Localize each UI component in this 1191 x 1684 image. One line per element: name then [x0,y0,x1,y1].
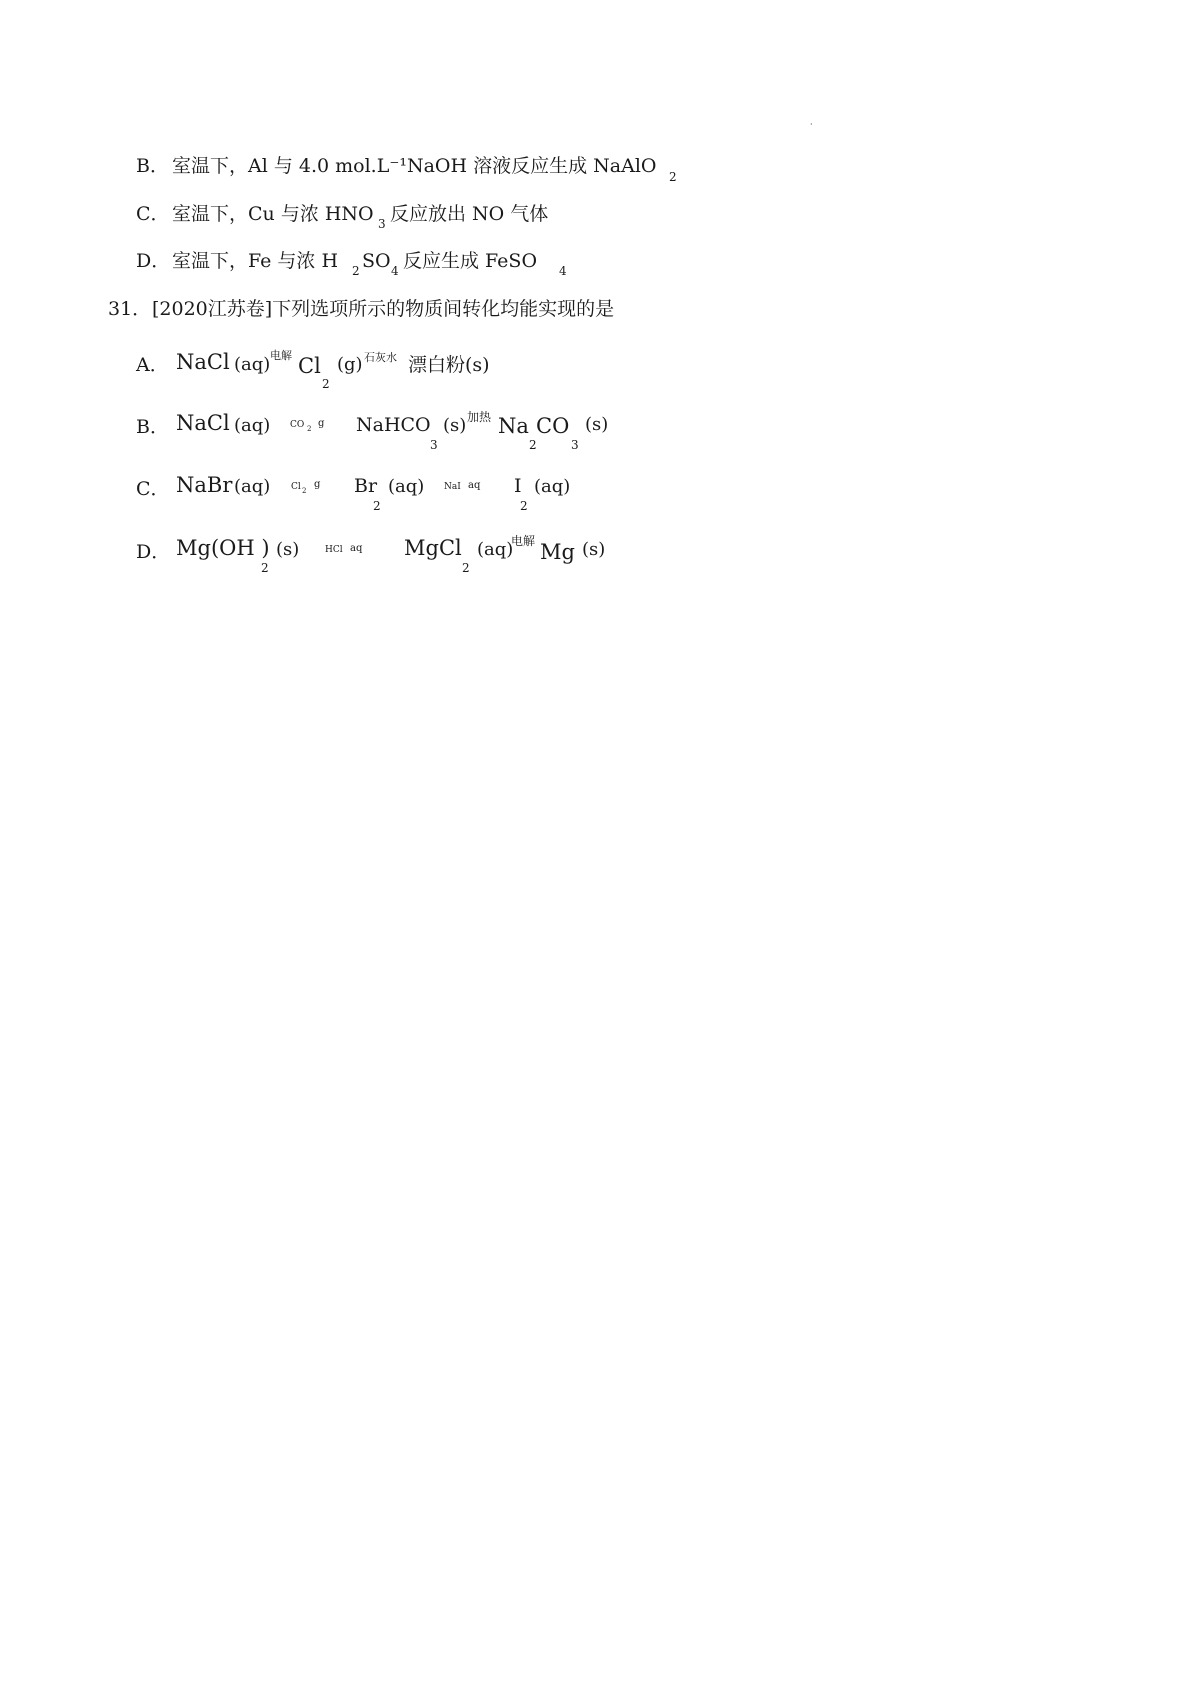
arrow-condition-subscript: 2 [307,425,312,433]
formula-text: MgCl [404,536,462,560]
subscript: 2 [373,499,381,513]
option-text: 反应生成 FeSO [403,250,538,272]
formula-text: Br [354,475,378,497]
option-letter: C． [136,478,170,500]
arrow-condition: aq [468,480,481,491]
option-letter: A． [136,354,169,376]
question-number: 31． [108,298,152,320]
formula-text: NaHCO [356,414,431,436]
arrow-condition: 电解 [270,349,292,362]
state-label: (s) [443,415,467,436]
state-label: (s) [276,539,300,560]
subscript: 2 [529,438,537,452]
option-letter: C． [136,203,170,225]
subscript: 2 [669,170,677,184]
option-text: SO [362,250,391,272]
arrow-condition: aq [350,543,363,554]
formula-text: I [514,475,522,497]
subscript: 4 [559,264,567,278]
state-label: (aq) [534,476,571,497]
arrow-condition: 电解 [511,534,536,548]
formula-text: Mg(OH ) [176,536,270,560]
state-label: (aq) [234,415,271,436]
arrow-condition: 石灰水 [364,351,397,364]
formula-text: NaBr [176,473,233,497]
arrow-condition: 加热 [467,410,492,424]
formula-text: NaCl [176,350,230,374]
arrow-condition: Cl [291,482,301,492]
subscript: 4 [391,264,399,278]
subscript: 2 [462,561,470,575]
formula-text: Cl [298,354,321,378]
state-label: (g) [337,354,363,375]
option-text: 室温下，Cu 与浓 HNO [172,203,374,225]
formula-text: Na [498,414,529,438]
arrow-condition: g [314,479,321,490]
state-label: (aq) [234,354,271,375]
subscript: 2 [520,499,528,513]
state-label: (s) [585,414,609,435]
arrow-condition: CO [290,420,305,430]
arrow-condition: NaI [444,482,461,492]
subscript: 2 [261,561,269,575]
formula-text: CO [536,414,570,438]
arrow-condition-subscript: 2 [302,487,307,495]
state-label: (aq) [388,476,425,497]
subscript: 3 [571,438,579,452]
formula-text: NaCl [176,411,230,435]
arrow-condition: g [318,418,325,429]
subscript: 3 [430,438,438,452]
arrow-condition: HCl [325,545,343,555]
question-stem: [2020江苏卷]下列选项所示的物质间转化均能实现的是 [152,298,615,320]
subscript: 2 [322,377,330,391]
state-label: (aq) [234,476,271,497]
option-letter: B． [136,416,169,438]
formula-text: Mg [540,540,575,564]
formula-text: 漂白粉(s) [408,354,490,376]
subscript: 2 [352,264,360,278]
state-label: (s) [582,539,606,560]
option-text: 室温下，Fe 与浓 H [172,250,339,272]
option-letter: B． [136,155,169,177]
stray-dot: · [810,120,813,129]
option-text: 室温下，Al 与 4.0 mol.L⁻¹NaOH 溶液反应生成 NaAlO [172,155,657,177]
option-text: 反应放出 NO 气体 [390,203,549,225]
option-letter: D． [136,250,171,272]
subscript: 3 [378,217,386,231]
state-label: (aq) [477,539,514,560]
option-letter: D． [136,541,171,563]
